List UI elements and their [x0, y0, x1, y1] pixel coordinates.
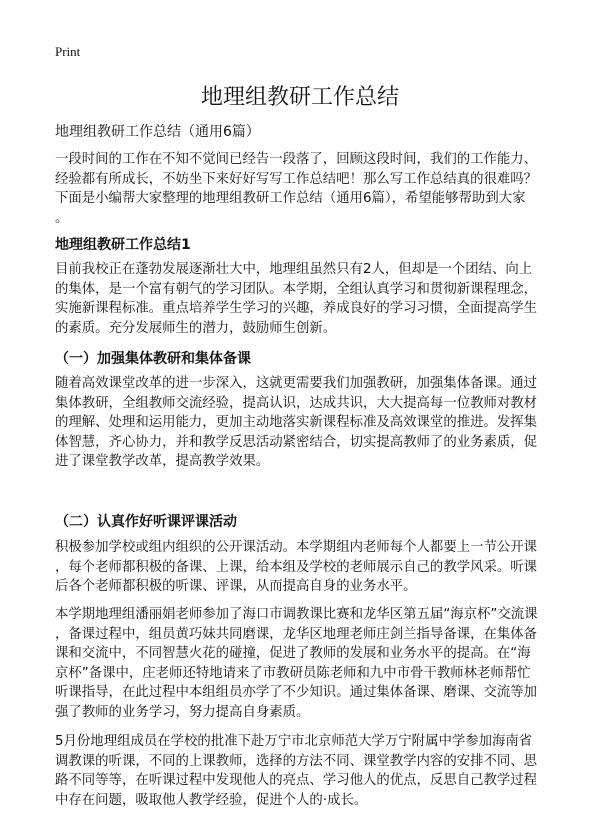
text-line: 的集体，是一个富有朝气的学习团队。本学期，全组认真学习和贯彻新课程理念， — [55, 281, 538, 297]
text-line: 下面是小编帮大家整理的地理组教研工作总结（通用6篇），希望能够帮助到大家 — [55, 191, 526, 206]
paragraph — [55, 260, 555, 338]
text-line: 经验都有所成长，不妨坐下来好好写写工作总结吧！那么写工作总结真的很难吗？ — [55, 171, 538, 187]
paragraph — [55, 538, 555, 597]
text-line: 的理解、处理和运用能力，更加主动地落实新课程标准及高效课堂的推进。发挥集 — [55, 415, 538, 430]
text-line: 中存在问题，吸取他人教学经验，促进个人的·成长。 — [55, 792, 368, 808]
text-line: 目前我校正在蓬勃发展逐渐壮大中，地理组虽然只有2人，但却是一个团结、向上 — [55, 262, 533, 277]
document-subtitle: 地理组教研工作总结（通用6篇） — [55, 124, 260, 140]
text-line: 实施新课程标准。重点培养学生学习的兴趣，养成良好的学习习惯，全面提高学生 — [55, 301, 538, 316]
text-line: ，备课过程中，组员黄巧妹共同磨课，龙华区地理老师庄剑兰指导备课，在集体备 — [55, 626, 538, 642]
text-line: 积极参加学校或组内组织的公开课活动。本学期组内老师每个人都要上一节公开课 — [55, 540, 538, 555]
page-title: 地理组教研工作总结 — [200, 85, 399, 110]
print-link[interactable]: Print — [55, 44, 81, 59]
text-line: 体智慧，齐心协力，并和教学反思活动紧密结合，切实提高教师了的业务素质，促 — [55, 434, 538, 450]
section-heading: 地理组教研工作总结1 — [55, 237, 191, 253]
text-line: 强了教师的业务学习，努力提高自身素质。 — [55, 704, 310, 720]
subsection-heading: （一）加强集体教研和集体备课 — [55, 351, 251, 367]
text-line: 进了课堂教学改革，提高教学效果。 — [55, 454, 270, 469]
text-line: 一段时间的工作在不知不觉间已经告一段落了，回顾这段时间，我们的工作能力、 — [55, 152, 538, 167]
text-line: 课和交流中，不同智慧火花的碰撞，促进了教师的发展和业务水平的提高。在“海 — [55, 646, 531, 661]
text-line: 听课指导，在此过程中本组组员亦学了不少知识。通过集体备课、磨课、交流等加 — [55, 685, 538, 700]
text-line: 京杯”备课中，庄老师还特地请来了市教研员陈老师和九中市骨干教师林老师帮忙 — [55, 665, 531, 681]
paragraph — [55, 605, 555, 722]
intro-paragraph — [55, 150, 555, 228]
text-line: 随着高效课堂改革的进一步深入，这就更需要我们加强教研，加强集体备课。通过 — [55, 376, 538, 391]
text-line: 后各个老师都积极的听课、评课，从而提高自身的业务水平。 — [55, 579, 417, 594]
text-line: 调教课的听课，不同的上课教师，选择的方法不同、课堂教学内容的安排不同、思 — [55, 753, 538, 769]
text-line: 集体教研，全组教师交流经验，提高认识，达成共识，大大提高每一位教师对教材 — [55, 395, 538, 411]
text-line: 。 — [55, 210, 69, 226]
text-line: ，每个老师都积极的备课、上课，给本组及学校的老师展示自己的教学风采。听课 — [55, 559, 538, 575]
text-line: 5月份地理组成员在学校的批准下赴万宁市北京师范大学万宁附属中学参加海南省 — [55, 734, 533, 749]
text-line: 路不同等等，在听课过程中发现他人的亮点、学习他人的优点，反思自己教学过程 — [55, 773, 538, 788]
paragraph — [55, 732, 555, 810]
text-line: 本学期地理组潘丽娟老师参加了海口市调教课比赛和龙华区第五届“海京杯”交流课 — [55, 607, 538, 622]
text-line: 的素质。充分发展师生的潜力，鼓励师生创新。 — [55, 320, 337, 336]
paragraph — [55, 374, 555, 472]
subsection-heading: （二）认真作好听课评课活动 — [55, 514, 237, 530]
